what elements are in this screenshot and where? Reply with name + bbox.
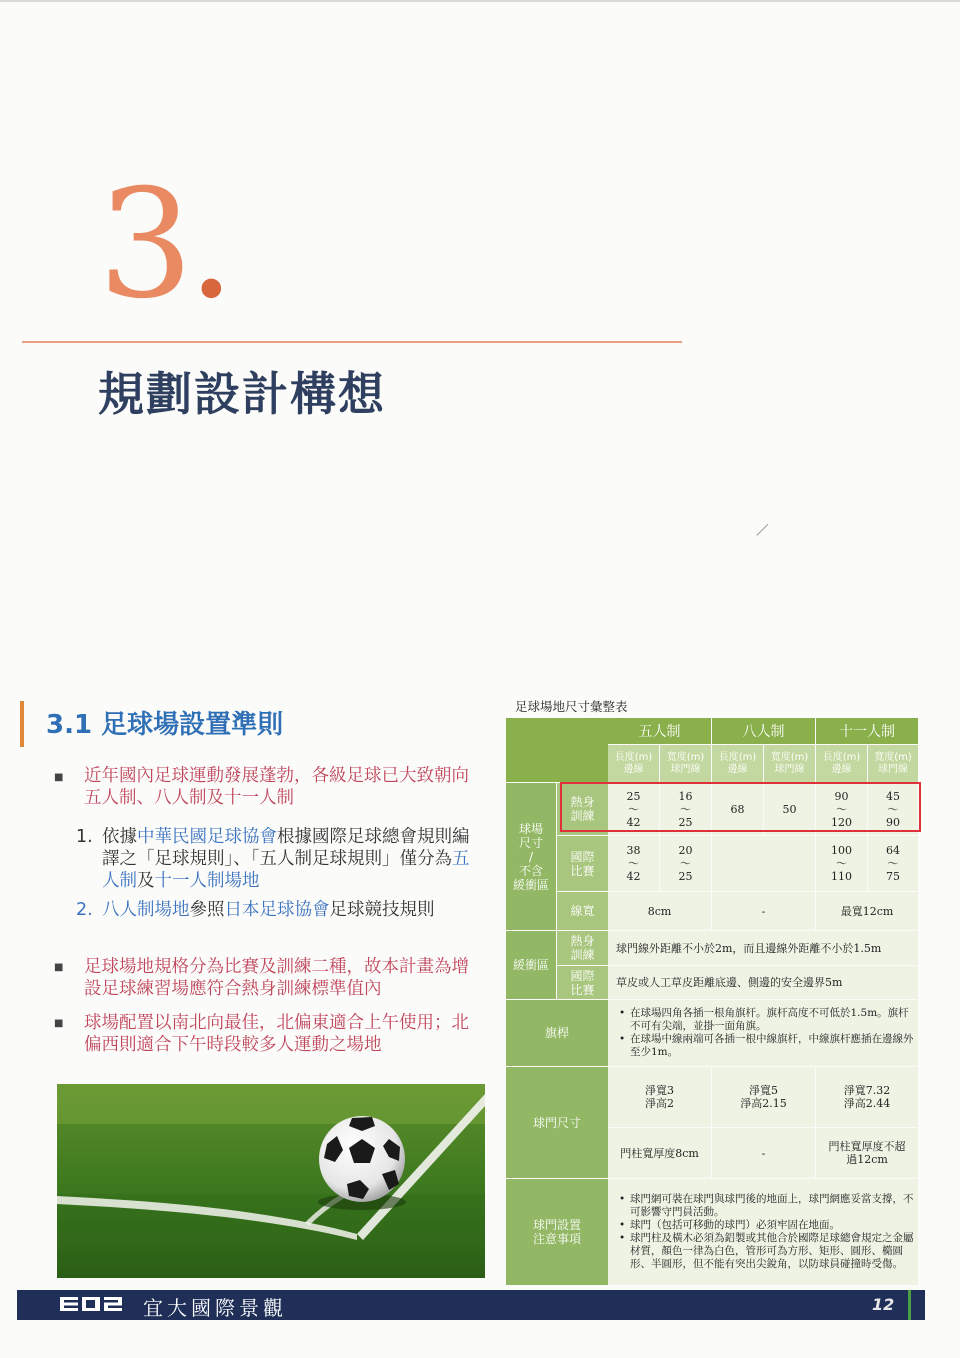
table-cell: 64 ～ 75 [868, 836, 918, 891]
table-cell: 淨寬7.32 淨高2.44 [816, 1067, 918, 1127]
table-cell [712, 836, 815, 891]
row-label: 國際 比賽 [557, 836, 608, 891]
table-cell: 25 ～ 42 [608, 783, 659, 835]
table-cell: 100 ～ 110 [816, 836, 867, 891]
goal-note: • 球門網可裝在球門與球門後的地面上，球門網應妥當支撐，不可影響守門員活動。 [630, 1193, 918, 1219]
table-cell: 68 [712, 783, 763, 835]
table-cell [608, 1179, 918, 1285]
highlight-box [560, 782, 921, 832]
table-cell: 最寬12cm [816, 892, 918, 930]
top-border [0, 0, 960, 2]
section-accent-bar [20, 701, 24, 747]
bullet-text: 球場配置以南北向最佳，北偏東適合上午使用；北偏西則適合下午時段較多人運動之場地 [84, 1013, 469, 1055]
bullet-square-icon: ■ [54, 772, 64, 783]
table-cell: 50 [764, 783, 815, 835]
group-header: 十一人制 [816, 718, 918, 744]
column-header: 寬度(m) 球門線 [868, 745, 918, 782]
flag-note: • 在球場四角各插一根角旗杆。旗杆高度不可低於1.5m。旗杆不可有尖端，並掛一面角旗。 [630, 1007, 918, 1033]
table-cell: - [712, 1128, 815, 1178]
list-number: 2. [76, 900, 93, 920]
row-group-label: 球場 尺寸 / 不含 緩衝區 [506, 783, 556, 930]
table-cell: 門柱寬厚度不超 過12cm [816, 1128, 918, 1178]
section-heading: 3.1 足球場設置準則 [46, 710, 284, 740]
list-item-text: 依據中華民國足球協會根據國際足球總會規則編譯之「足球規則」、「五人制足球規則」僅分為五人制及十一人制場地 [102, 827, 470, 891]
table-cell: 草皮或人工草皮距離底邊、側邊的安全邊界5m [608, 966, 918, 999]
footer-accent [908, 1290, 911, 1320]
bullet-text: 近年國內足球運動發展蓬勃，各級足球已大致朝向五人制、八人制及十一人制 [84, 766, 469, 808]
row-group-label: 緩衝區 [506, 931, 556, 999]
bullet-square-icon: ■ [54, 962, 64, 973]
table-cell: - [712, 892, 815, 930]
table-cell: 20 ～ 25 [660, 836, 711, 891]
row-label: 熱身 訓練 [557, 931, 608, 965]
row-label: 熱身 訓練 [557, 783, 608, 835]
column-header: 長度(m) 邊線 [608, 745, 659, 782]
chapter-number: 3. [98, 158, 230, 332]
table-cell: 門柱寬厚度8cm [608, 1128, 711, 1178]
row-label: 國際 比賽 [557, 966, 608, 999]
column-header: 寬度(m) 球門線 [660, 745, 711, 782]
table-corner [506, 718, 608, 782]
list-item-text: 八人制場地參照日本足球協會足球競技規則 [102, 900, 435, 920]
table-caption: 足球場地尺寸彙整表 [515, 699, 628, 714]
scan-mark [756, 524, 779, 547]
table-cell: 淨寬5 淨高2.15 [712, 1067, 815, 1127]
group-header: 五人制 [608, 718, 711, 744]
table-cell [608, 1000, 918, 1066]
row-group-label: 球門尺寸 [506, 1067, 608, 1178]
column-header: 長度(m) 邊線 [712, 745, 763, 782]
table-cell: 8cm [608, 892, 711, 930]
row-group-label: 球門設置 注意事項 [506, 1179, 608, 1285]
bullet-square-icon: ■ [54, 1018, 64, 1029]
company-logo-icon [60, 1296, 122, 1310]
bullet-text: 足球場地規格分為比賽及訓練二種，故本計畫為增設足球練習場應符合熱身訓練標準值內 [84, 957, 469, 999]
chapter-title: 規劃設計構想 [98, 367, 386, 421]
group-header: 八人制 [712, 718, 815, 744]
soccer-ball-photo [57, 1084, 485, 1278]
chapter-rule [22, 341, 682, 343]
row-group-label: 旗桿 [506, 1000, 608, 1066]
column-header: 長度(m) 邊線 [816, 745, 867, 782]
table-cell: 球門線外距離不小於2m，而且邊線外距離不小於1.5m [608, 931, 918, 965]
table-cell: 16 ～ 25 [660, 783, 711, 835]
table-cell: 45 ～ 90 [868, 783, 918, 835]
company-name: 宜大國際景觀 [143, 1296, 287, 1320]
flag-note: • 在球場中線兩端可各插一根中線旗杆，中線旗杆應插在邊線外至少1m。 [630, 1033, 918, 1059]
table-cell: 38 ～ 42 [608, 836, 659, 891]
list-number: 1. [76, 827, 93, 847]
row-label: 線寬 [557, 892, 608, 930]
column-header: 寬度(m) 球門線 [764, 745, 815, 782]
goal-note: • 球門（包括可移動的球門）必須牢固在地面。 [630, 1219, 918, 1232]
table-cell: 淨寬3 淨高2 [608, 1067, 711, 1127]
page-number: 12 [872, 1295, 895, 1314]
goal-note: • 球門柱及橫木必須為鋁製或其他合於國際足球總會規定之金屬材質，顏色一律為白色，管形可為方形、矩形、圓形、橢圓形、半圓形，但不能有突出尖銳角，以防球員碰撞時受傷。 [630, 1232, 918, 1271]
table-cell: 90 ～ 120 [816, 783, 867, 835]
